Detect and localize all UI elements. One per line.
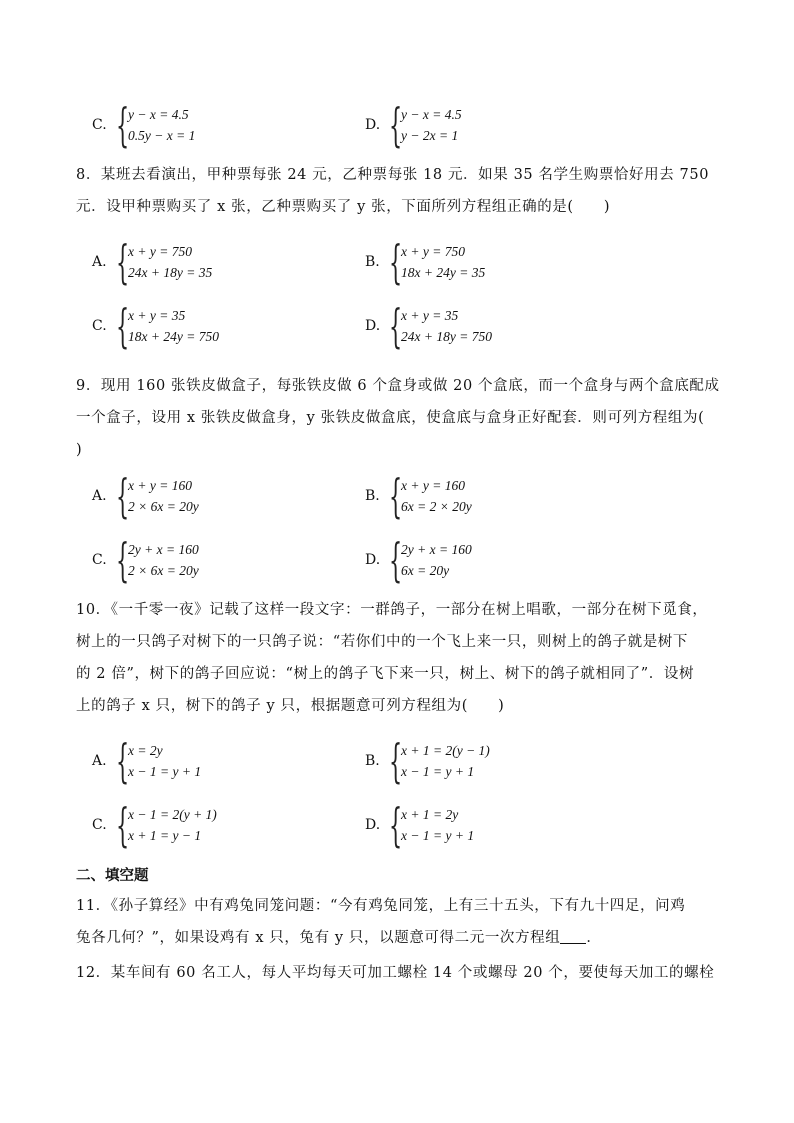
equation: x − 1 = y + 1 (401, 828, 475, 843)
equation: 2 × 6x = 20y (128, 563, 199, 578)
option-label: D. (365, 552, 381, 568)
equation: x + y = 160 (401, 478, 465, 493)
question-12-stem (76, 957, 726, 989)
brace-icon: { (116, 734, 130, 788)
q7-option-c[interactable] (92, 98, 196, 152)
option-label: C. (92, 117, 107, 133)
brace-icon: { (116, 98, 130, 152)
brace-icon: { (389, 798, 403, 852)
option-label: A. (92, 488, 107, 504)
brace-icon: { (389, 299, 403, 353)
question-text: 11．《孙子算经》中有鸡兔同笼问题：“今有鸡兔同笼，上有三十五头，下有九十四足，问鸡 (76, 898, 686, 914)
brace-icon: { (116, 533, 130, 587)
q8-option-a[interactable] (92, 235, 213, 289)
equation: y − x = 4.5 (128, 107, 189, 122)
equation: 24x + 18y = 35 (128, 265, 213, 280)
brace-icon: { (116, 299, 130, 353)
q10-option-a[interactable] (92, 734, 202, 788)
question-8-stem (76, 159, 726, 223)
equation: 2 × 6x = 20y (128, 499, 199, 514)
q9-option-a[interactable] (92, 469, 199, 523)
q9-option-d[interactable] (365, 533, 472, 587)
equation: x + 1 = 2y (401, 807, 459, 822)
brace-icon: { (116, 469, 130, 523)
brace-icon: { (389, 98, 403, 152)
section-heading: 二、填空题 (76, 867, 149, 884)
option-label: A. (92, 753, 107, 769)
equation: 0.5y − x = 1 (128, 128, 196, 143)
option-label: B. (365, 753, 380, 769)
option-label: B. (365, 488, 380, 504)
question-text: 12．某车间有 60 名工人，每人平均每天可加工螺栓 14 个或螺母 20 个，要使每天加工的螺栓 (76, 965, 715, 981)
equation: x + 1 = 2(y − 1) (401, 743, 490, 758)
option-label: D. (365, 318, 381, 334)
question-text: 的 2 倍”，树下的鸽子回应说：“树上的鸽子飞下来一只，树上、树下的鸽子就相同了”．设树 (76, 666, 695, 682)
equation: x = 2y (128, 743, 163, 758)
equation: 6x = 20y (401, 563, 450, 578)
question-text: ． (586, 930, 602, 946)
q9-option-b[interactable] (365, 469, 472, 523)
question-text-line (76, 922, 726, 954)
brace-icon: { (389, 469, 403, 523)
equation: x + 1 = y − 1 (128, 828, 202, 843)
q8-option-b[interactable] (365, 235, 486, 289)
equation: x − 1 = y + 1 (401, 764, 475, 779)
answer-blank[interactable] (560, 929, 586, 944)
question-text: 树上的一只鸽子对树下的一只鸽子说：“若你们中的一个飞上来一只，则树上的鸽子就是树下 (76, 634, 689, 650)
equation: 2y + x = 160 (128, 542, 199, 557)
q10-option-c[interactable] (92, 798, 217, 852)
option-label: D. (365, 817, 381, 833)
equation: 18x + 24y = 750 (128, 329, 219, 344)
question-9-stem (76, 370, 726, 466)
equation: y − 2x = 1 (401, 128, 459, 143)
brace-icon: { (389, 734, 403, 788)
equation: x + y = 750 (128, 244, 192, 259)
q8-option-d[interactable] (365, 299, 492, 353)
equation: x + y = 35 (128, 308, 186, 323)
brace-icon: { (116, 798, 130, 852)
question-text: ) (76, 442, 83, 458)
equation: x − 1 = y + 1 (128, 764, 202, 779)
equation: 6x = 2 × 20y (401, 499, 472, 514)
question-text: 元．设甲种票购买了 x 张，乙种票购买了 y 张，下面所列方程组正确的是( ) (76, 199, 611, 215)
equation: x + y = 35 (401, 308, 459, 323)
question-11-stem (76, 890, 726, 954)
equation: y − x = 4.5 (401, 107, 462, 122)
question-10-stem (76, 594, 726, 722)
q8-option-c[interactable] (92, 299, 219, 353)
q9-option-c[interactable] (92, 533, 199, 587)
equation: 2y + x = 160 (401, 542, 472, 557)
q10-option-d[interactable] (365, 798, 475, 852)
question-text: 上的鸽子 x 只，树下的鸽子 y 只，根据题意可列方程组为( ) (76, 698, 505, 714)
option-label: D. (365, 117, 381, 133)
brace-icon: { (389, 533, 403, 587)
option-label: C. (92, 552, 107, 568)
brace-icon: { (116, 235, 130, 289)
equation: 24x + 18y = 750 (401, 329, 492, 344)
equation: x − 1 = 2(y + 1) (128, 807, 217, 822)
question-text: 一个盒子，设用 x 张铁皮做盒身，y 张铁皮做盒底，使盒底与盒身正好配套．则可列方程组为( (76, 410, 705, 426)
q7-option-d[interactable] (365, 98, 462, 152)
brace-icon: { (389, 235, 403, 289)
question-text: 兔各几何？”，如果设鸡有 x 只，兔有 y 只，以题意可得二元一次方程组 (76, 930, 561, 946)
equation: x + y = 750 (401, 244, 465, 259)
equation: x + y = 160 (128, 478, 192, 493)
option-label: C. (92, 817, 107, 833)
question-text: 9．现用 160 张铁皮做盒子，每张铁皮做 6 个盒身或做 20 个盒底，而一个盒身与两个盒底配成 (76, 378, 720, 394)
equation: 18x + 24y = 35 (401, 265, 486, 280)
option-label: B. (365, 254, 380, 270)
option-label: A. (92, 254, 107, 270)
question-text: 8．某班去看演出，甲种票每张 24 元，乙种票每张 18 元．如果 35 名学生购票恰好用去 750 (76, 167, 710, 183)
option-label: C. (92, 318, 107, 334)
question-text: 10．《一千零一夜》记载了这样一段文字：一群鸽子，一部分在树上唱歌，一部分在树下觅食， (76, 602, 708, 618)
q10-option-b[interactable] (365, 734, 490, 788)
